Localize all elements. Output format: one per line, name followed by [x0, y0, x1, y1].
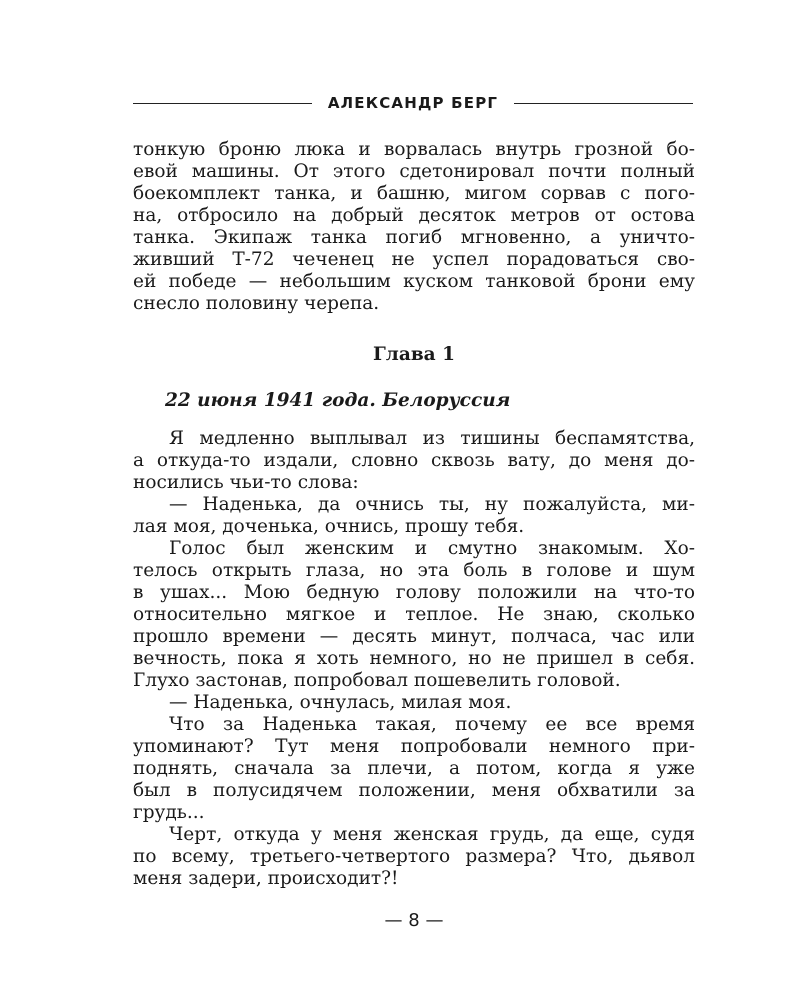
text-line: евой машины. От этого сдетонировал почти полный	[133, 161, 695, 182]
text-line: был в полусидячем положении, меня обхватили за	[133, 780, 695, 801]
paragraph-continued	[133, 139, 695, 315]
text-line: ей победе — небольшим куском танковой брони ему	[133, 271, 695, 292]
text-line: Черт, откуда у меня женская грудь, да еще, судя	[169, 824, 695, 845]
chapter-body	[133, 428, 695, 890]
text-line: относительно мягкое и теплое. Не знаю, сколько	[133, 604, 695, 625]
text-line: прошло времени — десять минут, полчаса, час или	[133, 626, 695, 647]
page-number: — 8 —	[384, 910, 444, 931]
header-rule-left	[133, 103, 312, 104]
text-line: — Наденька, да очнись ты, ну пожалуйста, ми-	[169, 494, 695, 515]
text-line: упоминают? Тут меня попробовали немного при-	[133, 736, 695, 757]
text-line: — Наденька, очнулась, милая моя.	[169, 692, 512, 713]
text-line: боекомплект танка, и башню, мигом сорвав с пого-	[133, 183, 695, 204]
text-line: Голос был женским и смутно знакомым. Хо-	[169, 538, 695, 559]
text-line: танка. Экипаж танка погиб мгновенно, а уничто-	[133, 227, 695, 248]
text-line: Глухо застонав, попробовал пошевелить головой.	[133, 670, 621, 691]
text-line: тонкую броню люка и ворвалась внутрь грозной бо-	[133, 139, 695, 160]
text-line: меня задери, происходит?!	[133, 868, 399, 889]
chapter-subtitle: 22 июня 1941 года. Белоруссия	[165, 390, 511, 411]
text-line: а откуда-то издали, словно сквозь вату, до меня до-	[133, 450, 695, 471]
text-line: снесло половину черепа.	[133, 293, 380, 314]
header-rule-right	[514, 103, 693, 104]
text-line: живший Т-72 чеченец не успел порадоваться сво-	[133, 249, 695, 270]
text-line: Что за Наденька такая, почему ее все время	[169, 714, 695, 735]
text-line: поднять, сначала за плечи, а потом, когда я уже	[133, 758, 695, 779]
text-line: носились чьи-то слова:	[133, 472, 359, 493]
text-line: Я медленно выплывал из тишины беспамятства,	[169, 428, 695, 449]
text-line: в ушах... Мою бедную голову положили на что-то	[133, 582, 695, 603]
running-header	[133, 90, 693, 116]
text-line: по всему, третьего-четвертого размера? Что, дьявол	[133, 846, 695, 867]
text-line: вечность, пока я хоть немного, но не пришел в себя.	[133, 648, 695, 669]
text-line: телось открыть глаза, но эта боль в голове и шум	[133, 560, 695, 581]
text-line: лая моя, доченька, очнись, прошу тебя.	[133, 516, 525, 537]
header-author: АЛЕКСАНДР БЕРГ	[327, 94, 499, 112]
chapter-title: Глава 1	[373, 344, 455, 365]
text-line: на, отбросило на добрый десяток метров от остова	[133, 205, 695, 226]
text-line: грудь...	[133, 802, 205, 823]
